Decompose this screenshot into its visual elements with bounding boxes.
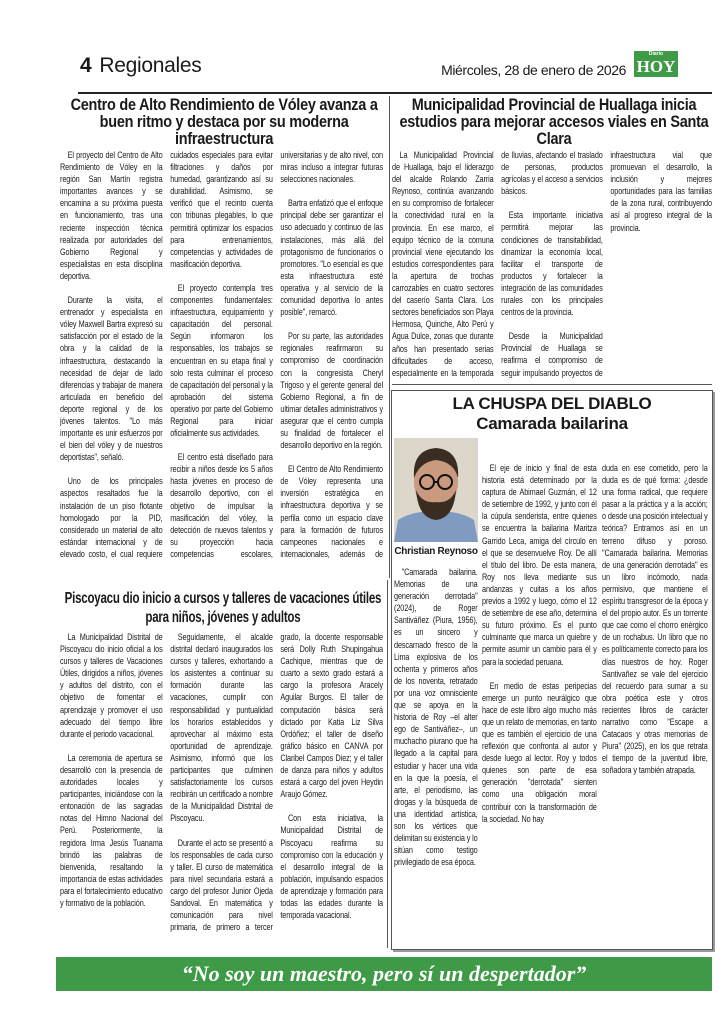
newspaper-logo [634, 51, 678, 77]
paragraph: Seguidamente, el alcalde distrital declaró inaugurados los cursos y talleres, exhortando a los asistentes a continuar su formación durante las vacaciones, cumplir con responsabilidad y puntualidad los horarios establecidos y aprovechar al máximo esta oportunidad de aprendizaje. Asimismo, informó que los participantes que culminen satisfactoriamente los cursos recibirán un certificado a nombre de la Municipalidad Distrital de Piscoyacu. [170, 632, 273, 825]
logo-small-text: Diario [648, 51, 664, 57]
article-piscoyacu-headline: Piscoyacu dio inicio a cursos y talleres de vacaciones útiles para niños, jóvenes y adultos [64, 590, 382, 626]
logo-big-text: HOY [636, 57, 676, 76]
article-voley-headline: Centro de Alto Rendimiento de Vóley avanza a buen ritmo y destaca por su moderna infraestructura [70, 95, 378, 148]
paragraph: La ceremonia de apertura se desarrolló con la presencia de autoridades locales y participantes, iniciándose con la entonación de las sagradas notas del Himno Nacional del Perú. Posteriormente, la regidora Irma Jesús Tuanama brindó las palabras de bienvenida, resaltando la importancia de estas actividades para el fortalecimiento educativo y formativo de la población. [60, 752, 163, 909]
article-voley-body [60, 150, 383, 572]
paragraph: La Municipalidad Provincial de Huallaga, bajo el liderazgo del alcalde Rolando Zarria Reynoso, continúa avanzando en su compromiso de fortalecer la conectividad rural en la provincia. En ese marco, el equipo técnico de la comuna provincial viene ejecutando los estudios correspondientes para la apertura de trochas carrozables en cuatro sectores del caserío Santa Clara. Los sectores beneficiados son Playa Hermosa, Quinche, Alto Perú y Agua Dulce, zonas que durante años han presentado serias dificultades de acceso, especialmente en la temporada de lluvias, afectando el traslado de personas, productos agrícolas y el acceso a servicios básicos. [392, 150, 603, 379]
article-piscoyacu-body [60, 632, 383, 946]
paragraph: Con esta iniciativa, la Municipalidad Distrital de Piscoyacu reafirma su compromiso con la educación y el desarrollo integral de la población, impulsando espacios de aprendizaje y formación para todas las edades durante la temporada vacacional. [280, 813, 383, 922]
header-divider [78, 92, 712, 94]
column-divider [389, 96, 390, 578]
article-huallaga-body [392, 150, 712, 380]
author-photo [394, 438, 478, 542]
column-headline: Camarada bailarina [476, 414, 628, 433]
paragraph: duda en ese cometido, pero la duda es de qué forma: ¿desde una forma radical, que requiere pasar a la práctica y a la acción; o desde una posición intelectual y teórica? Entramos así en un terreno difuso y poroso. "Camarada bailarina. Memorias de una generación derrotada" es un libro incómodo, nada permisivo, que mantiene el espíritu transgresor de la época y el del propio autor. Es un torrente que cae como el chorro enérgico de un rochabus. Un libro que no es políticamente correcto para los días nuestros de hoy. Roger Santivañez se vale del ejercicio del recuerdo para sumar a su obra poética este y otros recientes libros de carácter narrativo como "Escape a Catacaos y otras memorias de Piura" (2025), en los que retrata el tiempo de la juventud libre, soñadora y también atrapada. [602, 463, 708, 777]
paragraph: Durante la visita, el entrenador y especialista en vóley Maxwell Bartra expresó su satisfacción por el estado de la obra y la calidad de la infraestructura, destacando la necesidad de dejar de lado diferencias y trabajar de manera articulada en beneficio del deporte regional y de los jóvenes talentos. "Lo más importante es unir esfuerzos por el bien del vóley y de nuestros deportistas", señaló. [60, 295, 163, 464]
paragraph: En medio de estas peripecias emerge un punto neurálgico que hace de este libro algo mucho más que un relato de memorias, en tanto que es también el ejercicio de una reflexión que confronta al autor y desde luego al lector. Roy y todos quienes son parte de esa generación "derrotada" sienten como una obligación moral contribuir con la transformación de la sociedad. No hay [482, 680, 597, 825]
paragraph: Durante el acto se presentó a los responsables de cada curso y taller. El curso de matemática para nivel secundaria estará a cargo del profesor Junior Ojeda Sandoval. En matemática y comunicación para nivel primaria, de primero a tercer grado, la docente responsable será Dolly Ruth Shupingahua Cachique, mientras que de cuarto a sexto grado estará a cargo la profesora Aracely Aguilar Burgos. El taller de computación básica será dictado por Katia Liz Silva Ordóñez; el taller de diseño gráfico básico en CANVA por Claribel Campos Diez; y el taller de danza para niños y adultos estará a cargo del joven Heydin Araujo Gómez. [170, 632, 383, 934]
paragraph: El proyecto contempla tres componentes fundamentales: infraestructura, equipamiento y capacitación del personal. Según informaron los responsables, los trabajos se encuentran en su etapa final y solo resta culminar el proceso de capacitación del personal y la aprobación del sistema operativo por parte del Gobierno Regional para iniciar oficialmente sus actividades. [170, 282, 273, 440]
section-divider [392, 384, 712, 385]
paragraph: El centro está diseñado para recibir a niños desde los 5 años hasta jóvenes en proceso de desarrollo deportivo, con el objetivo de impulsar la masificación del vóley, la detección de nuevos talentos y su proyección hacia competencias escolares, universitarias y de alto nivel, con miras incluso a integrar futuras selecciones nacionales. [170, 150, 383, 560]
column-text-col1 [394, 567, 478, 945]
quote-banner: “No soy un maestro, pero sí un despertador” [56, 957, 712, 991]
column-text-col2 [482, 463, 597, 945]
paragraph: El eje de inicio y final de esta historia está determinado por la captura de Abimael Guzmán, el 12 de setiembre de 1992, y junto con él la cúpula senderista, entre quienes se encuentra la bailarina Maritza Garrido Leca, amiga del círculo en el que se desenvuelve Roy. De allí el título del libro. De esta manera, Roy nos lleva mediante sus andanzas y cuitas a los años previos a 1992 y luego, cómo el 12 de setiembre de ese año, determina su futuro próximo. Es el punto culminante que marca un quiebre y permite asumir un cambio para él y para la sociedad peruana. [482, 463, 597, 668]
column-text-col3 [602, 463, 708, 945]
paragraph: Bartra enfatizó que el enfoque principal debe ser garantizar el uso adecuado y continuo de las instalaciones, más allá del protagonismo de funcionarios o promotores. "Lo esencial es que esta infraestructura esté operativa y al servicio de la comunidad deportiva lo antes posible", remarcó. [280, 198, 383, 319]
paragraph: Esta importante iniciativa permitirá mejorar las condiciones de transitabilidad, dinamizar la economía local, facilitar el transporte de productos y fortalecer la integración de las comunidades rurales con los principales centros de la provincia. [501, 210, 603, 319]
paragraph: "Camarada bailarina. Memorias de una generación derrotada" (2024), de Roger Santiváñez (Piura, 1956), es un sincero y descarnado fresco de la Lima explosiva de los ochenta y primeros años de los noventa, retratado por una voz omnisciente que se apoya en la historia de Roy –el alter ego de Santiváñez–, un muchacho piurano que ha llegado a la capital para estudiar y hacer una vida en la que la poesía, el arte, el periodismo, las drogas y la búsqueda de una identidad artística, son los vértices que delimitan su existencia y lo sitúan como testigo privilegiado de esa época. [394, 567, 478, 869]
opinion-column-box [391, 390, 713, 950]
paragraph: La Municipalidad Distrital de Piscoyacu dio inicio oficial a los cursos y talleres de Vacaciones Útiles, dirigidos a niños, jóvenes y adultos del distrito, con el objetivo de fomentar el aprendizaje y promover el uso adecuado del tiempo libre durante el periodo vacacional. [60, 632, 163, 740]
issue-date: Miércoles, 28 de enero de 2026 [441, 62, 626, 78]
column-divider [387, 580, 388, 948]
section-title: Regionales [99, 54, 202, 77]
paragraph: Uno de los principales aspectos resaltados fue la instalación de un piso flotante homologado por la PID, considerado un material de alto estándar internacional y de elevado costo, el cual requiere cuidados especiales para evitar filtraciones y daños por humedad, garantizando así su durabilidad. Asimismo, se verificó que el recinto cuenta con tribunas plegables, lo que permitirá optimizar los espacios para entrenamientos, competencias y actividades de masificación deportiva. [60, 150, 273, 560]
author-caption: Christian Reynoso [394, 546, 478, 557]
author-portrait-icon [394, 438, 478, 542]
paragraph: Por su parte, las autoridades regionales reafirmaron su compromiso de coordinación con la congresista Cheryl Trigoso y el gerente general del Gobierno Regional, a fin de ultimar detalles administrativos y asegurar que el centro cumpla su finalidad de fortalecer el desarrollo deportivo en la región. [280, 331, 383, 452]
page-number: 4 [80, 54, 92, 77]
paragraph: Desde la Municipalidad Provincial de Huallaga se reafirma el compromiso de seguir impulsando proyectos de infraestructura vial que promuevan el desarrollo, la inclusión y mejores oportunidades para las familias de la zona rural, contribuyendo así al progreso integral de la provincia. [501, 150, 712, 379]
section-header [80, 54, 201, 78]
paragraph: El Centro de Alto Rendimiento de Vóley representa una inversión estratégica en infraestructura deportiva y se perfila como un espacio clave para la formación de futuros campeones nacionales e internacionales, además de [280, 464, 383, 560]
column-kicker: LA CHUSPA DEL DIABLO [452, 394, 652, 413]
article-huallaga-headline: Municipalidad Provincial de Huallaga inicia estudios para mejorar accesos viales en Santa Clara [399, 95, 709, 148]
paragraph: El proyecto del Centro de Alto Rendimiento de Vóley en la región San Martín registra importantes avances y se encamina a su próxima puesta en funcionamiento, tras una reciente inspección técnica realizada por autoridades del Gobierno Regional y especialistas en esta disciplina deportiva. [60, 150, 163, 282]
